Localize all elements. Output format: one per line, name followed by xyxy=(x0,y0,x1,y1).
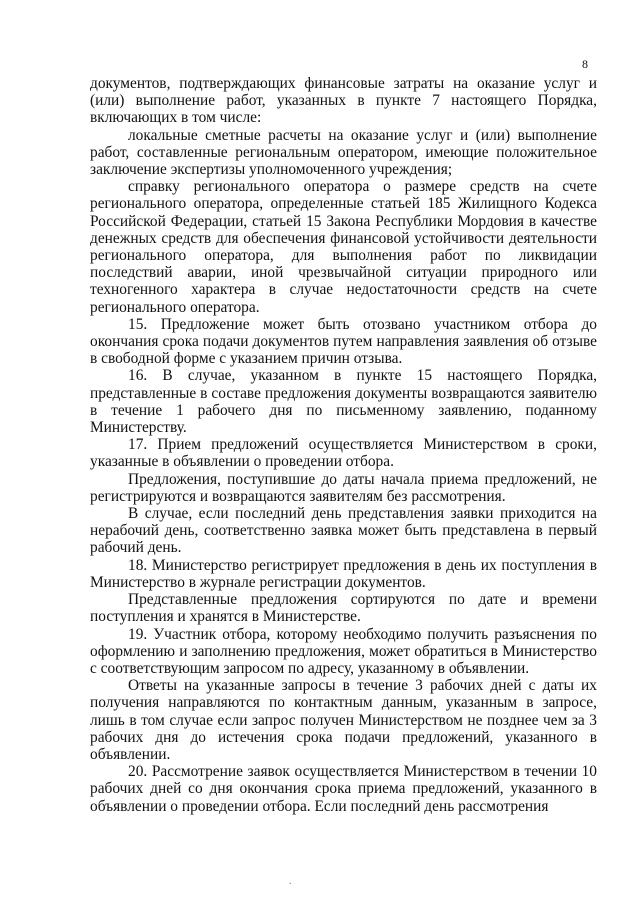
paragraph-continuation: документов, подтверждающих финансовые затраты на оказание услуг и (или) выполнение работ, указанных в пункте 7 настоящего Порядка, включающих в том числе: xyxy=(90,75,597,127)
document-body xyxy=(90,75,597,815)
clause-18-part-2: Представленные предложения сортируются по дате и времени поступления и хранятся в Министерстве. xyxy=(90,591,597,626)
footer-mark: . xyxy=(289,876,292,887)
clause-19-part-2: Ответы на указанные запросы в течение 3 рабочих дней с даты их получения направляются по контактным данным, указанным в запросе, лишь в том случае если запрос получен Министерством не позднее чем за 3 рабочих дня до истечения срока подачи предложений, указанного в объявлении. xyxy=(90,677,597,763)
clause-17: 17. Прием предложений осуществляется Министерством в сроки, указанные в объявлении о проведении отбора. xyxy=(90,436,597,471)
paragraph-estimates: локальные сметные расчеты на оказание услуг и (или) выполнение работ, составленные региональным оператором, имеющие положительное заключение экспертизы уполномоченного учреждения; xyxy=(90,126,597,179)
clause-19: 19. Участник отбора, которому необходимо получить разъяснения по оформлению и заполнению предложения, может обратиться в Министерство с соответствующим запросом по адресу, указанному в объявлении. xyxy=(90,625,597,677)
clause-17-part-3: В случае, если последний день представления заявки приходится на нерабочий день, соответственно заявка может быть представлена в первый рабочий день. xyxy=(90,505,597,557)
clause-17-part-2: Предложения, поступившие до даты начала приема предложений, не регистрируются и возвращаются заявителям без рассмотрения. xyxy=(90,470,597,505)
page-number: 8 xyxy=(582,57,588,71)
clause-20: 20. Рассмотрение заявок осуществляется Министерством в течении 10 рабочих дней со дня окончания срока приема предложений, указанного в объявлении о проведении отбора. Если последний день рассмотрения xyxy=(90,763,597,815)
clause-15: 15. Предложение может быть отозвано участником отбора до окончания срока подачи документов путем направления заявления об отзыве в свободной форме с указанием причин отзыва. xyxy=(90,315,597,368)
clause-16: 16. В случае, указанном в пункте 15 настоящего Порядка, представленные в составе предложения документы возвращаются заявителю в течение 1 рабочего дня по письменному заявлению, поданному Министерству. xyxy=(90,367,597,437)
paragraph-certificate: справку регионального оператора о размере средств на счете регионального оператора, определенные статьей 185 Жилищного Кодекса Российской Федерации, статьей 15 Закона Республики Мордовия в качестве денежных средств для обеспечения финансовой устойчивости деятельности регионального оператора, для выполнения работ по ликвидации последствий аварии, иной чрезвычайной ситуации природного или техногенного характера в случае недостаточности средств на счете регионального оператора. xyxy=(90,178,597,316)
clause-18: 18. Министерство регистрирует предложения в день их поступления в Министерство в журнале регистрации документов. xyxy=(90,556,597,591)
